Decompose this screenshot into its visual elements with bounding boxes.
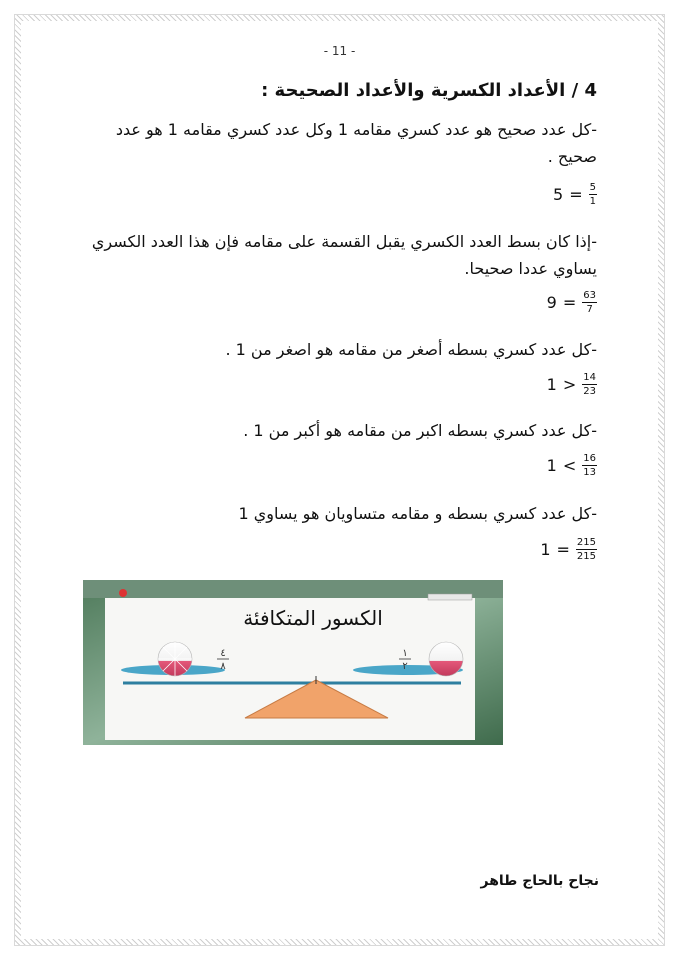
rule-text: -كل عدد كسري بسطه اكبر من مقامه هو أكبر من 1 . — [243, 421, 597, 440]
right-fraction-den: ٢ — [402, 661, 408, 672]
example-left: 1 — [546, 456, 557, 475]
fraction-numerator: 5 — [589, 182, 596, 193]
fraction-numerator: 16 — [583, 453, 596, 464]
example-operator: = — [562, 293, 577, 312]
example-operator: = — [556, 540, 570, 559]
fraction-denominator: 215 — [576, 551, 596, 562]
fraction-numerator: 63 — [583, 290, 596, 301]
fraction — [582, 372, 597, 397]
close-dot-icon — [119, 589, 127, 597]
example-equation — [547, 453, 597, 478]
rule-text: -إذا كان بسط العدد الكسري يقبل القسمة على مقامه فإن هذا العدد الكسري يساوي عددا صحيحا. — [91, 232, 597, 278]
fraction-denominator: 23 — [583, 386, 596, 397]
left-fraction-num: ٤ — [220, 648, 226, 659]
example-left: 5 — [553, 185, 564, 204]
window-controls-icon — [428, 594, 472, 600]
rule-text: -كل عدد صحيح هو عدد كسري مقامه 1 وكل عدد كسري مقامه 1 هو عدد صحيح . — [115, 120, 597, 166]
example-equation — [553, 182, 597, 207]
left-fraction-den: ٨ — [220, 661, 226, 672]
fraction-numerator: 14 — [583, 372, 596, 383]
example-operator: > — [562, 375, 577, 394]
example-left: 1 — [540, 540, 551, 559]
page-number: - 11 - — [323, 44, 356, 58]
example-equation — [540, 537, 597, 562]
rule-text: -كل عدد كسري بسطه أصغر من مقامه هو اصغر من 1 . — [225, 340, 597, 359]
left-ball-divisions — [158, 642, 192, 676]
fraction-numerator: 215 — [576, 537, 596, 548]
example-operator: < — [562, 456, 577, 475]
fraction — [589, 182, 597, 207]
illustration-title: الكسور المتكافئة — [243, 606, 383, 630]
fraction-denominator: 1 — [589, 196, 596, 207]
example-operator: = — [569, 185, 583, 204]
section-heading: 4 / الأعداد الكسرية والأعداد الصحيحة : — [261, 80, 597, 101]
example-left: 9 — [546, 293, 557, 312]
fraction-denominator: 7 — [586, 304, 593, 315]
fraction — [582, 453, 597, 478]
equivalent-fractions-illustration — [83, 580, 503, 745]
example-left: 1 — [546, 375, 557, 394]
author-name: نجاح بالحاج طاهر — [480, 873, 599, 889]
example-equation — [547, 372, 597, 397]
right-fraction-ball — [429, 642, 463, 676]
example-equation — [547, 290, 597, 315]
right-fraction-num: ١ — [402, 648, 408, 659]
fraction — [576, 537, 597, 562]
rule-text: -كل عدد كسري بسطه و مقامه متساويان هو يساوي 1 — [238, 504, 597, 523]
fraction-denominator: 13 — [583, 467, 596, 478]
fraction — [582, 290, 597, 315]
